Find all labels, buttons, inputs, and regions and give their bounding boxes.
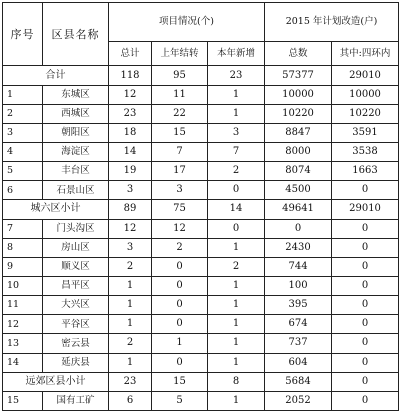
row-district-name: 东城区 — [43, 85, 109, 104]
carryover-cell: 5 — [152, 391, 208, 410]
new-this-year-cell: 1 — [208, 85, 265, 104]
new-this-year-cell: 1 — [208, 353, 265, 372]
new-this-year-cell: 1 — [208, 276, 265, 295]
table-body — [3, 3, 399, 411]
plan-total-cell: 674 — [265, 315, 332, 334]
row-index: 13 — [3, 334, 43, 353]
row-district-name: 朝阳区 — [43, 123, 109, 142]
row-index: 5 — [3, 162, 43, 181]
header-index: 序号 — [3, 3, 43, 66]
new-this-year-cell: 14 — [208, 200, 265, 219]
plan-total-cell: 2052 — [265, 391, 332, 410]
new-this-year-cell: 0 — [208, 181, 265, 200]
plan-inside-ring4-cell: 3538 — [332, 143, 399, 162]
carryover-cell: 7 — [152, 143, 208, 162]
project-total-cell: 2 — [109, 257, 152, 276]
plan-total-cell: 8847 — [265, 123, 332, 142]
row-district-name: 国有工矿 — [43, 391, 109, 410]
header-plan-group: 2015 年计划改造(户) — [265, 3, 399, 42]
plan-inside-ring4-cell: 0 — [332, 315, 399, 334]
table-row — [3, 257, 399, 276]
project-total-cell: 89 — [109, 200, 152, 219]
project-total-cell: 23 — [109, 104, 152, 123]
carryover-cell: 3 — [152, 181, 208, 200]
table-row — [3, 391, 399, 410]
plan-inside-ring4-cell: 1663 — [332, 162, 399, 181]
row-index: 15 — [3, 391, 43, 410]
carryover-cell: 75 — [152, 200, 208, 219]
carryover-cell: 22 — [152, 104, 208, 123]
row-label: 合计 — [3, 66, 109, 85]
row-district-name: 门头沟区 — [43, 219, 109, 238]
urban-subtotal-row — [3, 200, 399, 219]
carryover-cell: 1 — [152, 334, 208, 353]
row-index: 11 — [3, 296, 43, 315]
header-carryover: 上年结转 — [152, 42, 208, 66]
row-index: 12 — [3, 315, 43, 334]
project-total-cell: 18 — [109, 123, 152, 142]
new-this-year-cell: 23 — [208, 66, 265, 85]
plan-total-cell: 57377 — [265, 66, 332, 85]
project-total-cell: 23 — [109, 372, 152, 391]
plan-inside-ring4-cell: 0 — [332, 219, 399, 238]
plan-total-cell: 744 — [265, 257, 332, 276]
header-plan-inside-ring4: 其中:四环内 — [332, 42, 399, 66]
plan-total-cell: 8074 — [265, 162, 332, 181]
plan-total-cell: 8000 — [265, 143, 332, 162]
plan-total-cell: 49641 — [265, 200, 332, 219]
carryover-cell: 17 — [152, 162, 208, 181]
plan-inside-ring4-cell: 0 — [332, 334, 399, 353]
total-row — [3, 66, 399, 85]
header-project-group: 项目情况(个) — [109, 3, 265, 42]
carryover-cell: 12 — [152, 219, 208, 238]
new-this-year-cell: 2 — [208, 257, 265, 276]
project-total-cell: 1 — [109, 276, 152, 295]
carryover-cell: 15 — [152, 123, 208, 142]
plan-total-cell: 4500 — [265, 181, 332, 200]
plan-inside-ring4-cell: 29010 — [332, 200, 399, 219]
row-index: 1 — [3, 85, 43, 104]
header-total: 总计 — [109, 42, 152, 66]
plan-inside-ring4-cell: 0 — [332, 276, 399, 295]
plan-total-cell: 2430 — [265, 238, 332, 257]
table-row — [3, 162, 399, 181]
project-total-cell: 6 — [109, 391, 152, 410]
new-this-year-cell: 3 — [208, 123, 265, 142]
plan-inside-ring4-cell: 3591 — [332, 123, 399, 142]
new-this-year-cell: 1 — [208, 296, 265, 315]
row-district-name: 顺义区 — [43, 257, 109, 276]
row-index: 14 — [3, 353, 43, 372]
new-this-year-cell: 8 — [208, 372, 265, 391]
carryover-cell: 0 — [152, 315, 208, 334]
row-district-name: 石景山区 — [43, 181, 109, 200]
table-row — [3, 334, 399, 353]
project-total-cell: 3 — [109, 181, 152, 200]
carryover-cell: 15 — [152, 372, 208, 391]
row-index: 6 — [3, 181, 43, 200]
row-label: 城六区小计 — [3, 200, 109, 219]
carryover-cell: 95 — [152, 66, 208, 85]
plan-total-cell: 604 — [265, 353, 332, 372]
header-new-this-year: 本年新增 — [208, 42, 265, 66]
plan-total-cell: 5684 — [265, 372, 332, 391]
table-row — [3, 104, 399, 123]
new-this-year-cell: 7 — [208, 143, 265, 162]
row-district-name: 房山区 — [43, 238, 109, 257]
new-this-year-cell: 1 — [208, 334, 265, 353]
renovation-plan-table — [2, 2, 399, 411]
plan-inside-ring4-cell: 10000 — [332, 85, 399, 104]
row-district-name: 西城区 — [43, 104, 109, 123]
carryover-cell: 0 — [152, 296, 208, 315]
header-plan-total: 总数 — [265, 42, 332, 66]
plan-inside-ring4-cell: 0 — [332, 372, 399, 391]
plan-total-cell: 737 — [265, 334, 332, 353]
carryover-cell: 0 — [152, 276, 208, 295]
plan-inside-ring4-cell: 0 — [332, 391, 399, 410]
project-total-cell: 12 — [109, 219, 152, 238]
plan-inside-ring4-cell: 10220 — [332, 104, 399, 123]
project-total-cell: 1 — [109, 296, 152, 315]
plan-inside-ring4-cell: 0 — [332, 257, 399, 276]
carryover-cell: 11 — [152, 85, 208, 104]
table-row — [3, 238, 399, 257]
table-row — [3, 296, 399, 315]
row-index: 4 — [3, 143, 43, 162]
table-row — [3, 85, 399, 104]
row-index: 7 — [3, 219, 43, 238]
carryover-cell: 0 — [152, 353, 208, 372]
new-this-year-cell: 1 — [208, 238, 265, 257]
plan-inside-ring4-cell: 0 — [332, 238, 399, 257]
project-total-cell: 19 — [109, 162, 152, 181]
project-total-cell: 14 — [109, 143, 152, 162]
row-index: 2 — [3, 104, 43, 123]
row-district-name: 密云县 — [43, 334, 109, 353]
table-row — [3, 181, 399, 200]
row-index: 9 — [3, 257, 43, 276]
table-row — [3, 353, 399, 372]
row-index: 8 — [3, 238, 43, 257]
new-this-year-cell: 1 — [208, 315, 265, 334]
project-total-cell: 118 — [109, 66, 152, 85]
row-district-name: 平谷区 — [43, 315, 109, 334]
table-row — [3, 315, 399, 334]
project-total-cell: 12 — [109, 85, 152, 104]
row-index: 3 — [3, 123, 43, 142]
row-label: 远郊区县小计 — [3, 372, 109, 391]
table-row — [3, 276, 399, 295]
row-district-name: 昌平区 — [43, 276, 109, 295]
table-row — [3, 123, 399, 142]
carryover-cell: 0 — [152, 257, 208, 276]
new-this-year-cell: 2 — [208, 162, 265, 181]
new-this-year-cell: 1 — [208, 391, 265, 410]
row-district-name: 延庆县 — [43, 353, 109, 372]
table-row — [3, 143, 399, 162]
header-district: 区县名称 — [43, 3, 109, 66]
plan-inside-ring4-cell: 0 — [332, 181, 399, 200]
suburban-subtotal-row — [3, 372, 399, 391]
plan-inside-ring4-cell: 0 — [332, 353, 399, 372]
header-row-1 — [3, 3, 399, 42]
table-row — [3, 219, 399, 238]
new-this-year-cell: 1 — [208, 104, 265, 123]
new-this-year-cell: 0 — [208, 219, 265, 238]
row-district-name: 海淀区 — [43, 143, 109, 162]
plan-total-cell: 100 — [265, 276, 332, 295]
plan-total-cell: 395 — [265, 296, 332, 315]
plan-inside-ring4-cell: 29010 — [332, 66, 399, 85]
project-total-cell: 3 — [109, 238, 152, 257]
row-district-name: 大兴区 — [43, 296, 109, 315]
plan-total-cell: 10220 — [265, 104, 332, 123]
plan-total-cell: 0 — [265, 219, 332, 238]
project-total-cell: 1 — [109, 315, 152, 334]
carryover-cell: 2 — [152, 238, 208, 257]
project-total-cell: 2 — [109, 334, 152, 353]
row-index: 10 — [3, 276, 43, 295]
project-total-cell: 1 — [109, 353, 152, 372]
plan-inside-ring4-cell: 0 — [332, 296, 399, 315]
row-district-name: 丰台区 — [43, 162, 109, 181]
plan-total-cell: 10000 — [265, 85, 332, 104]
